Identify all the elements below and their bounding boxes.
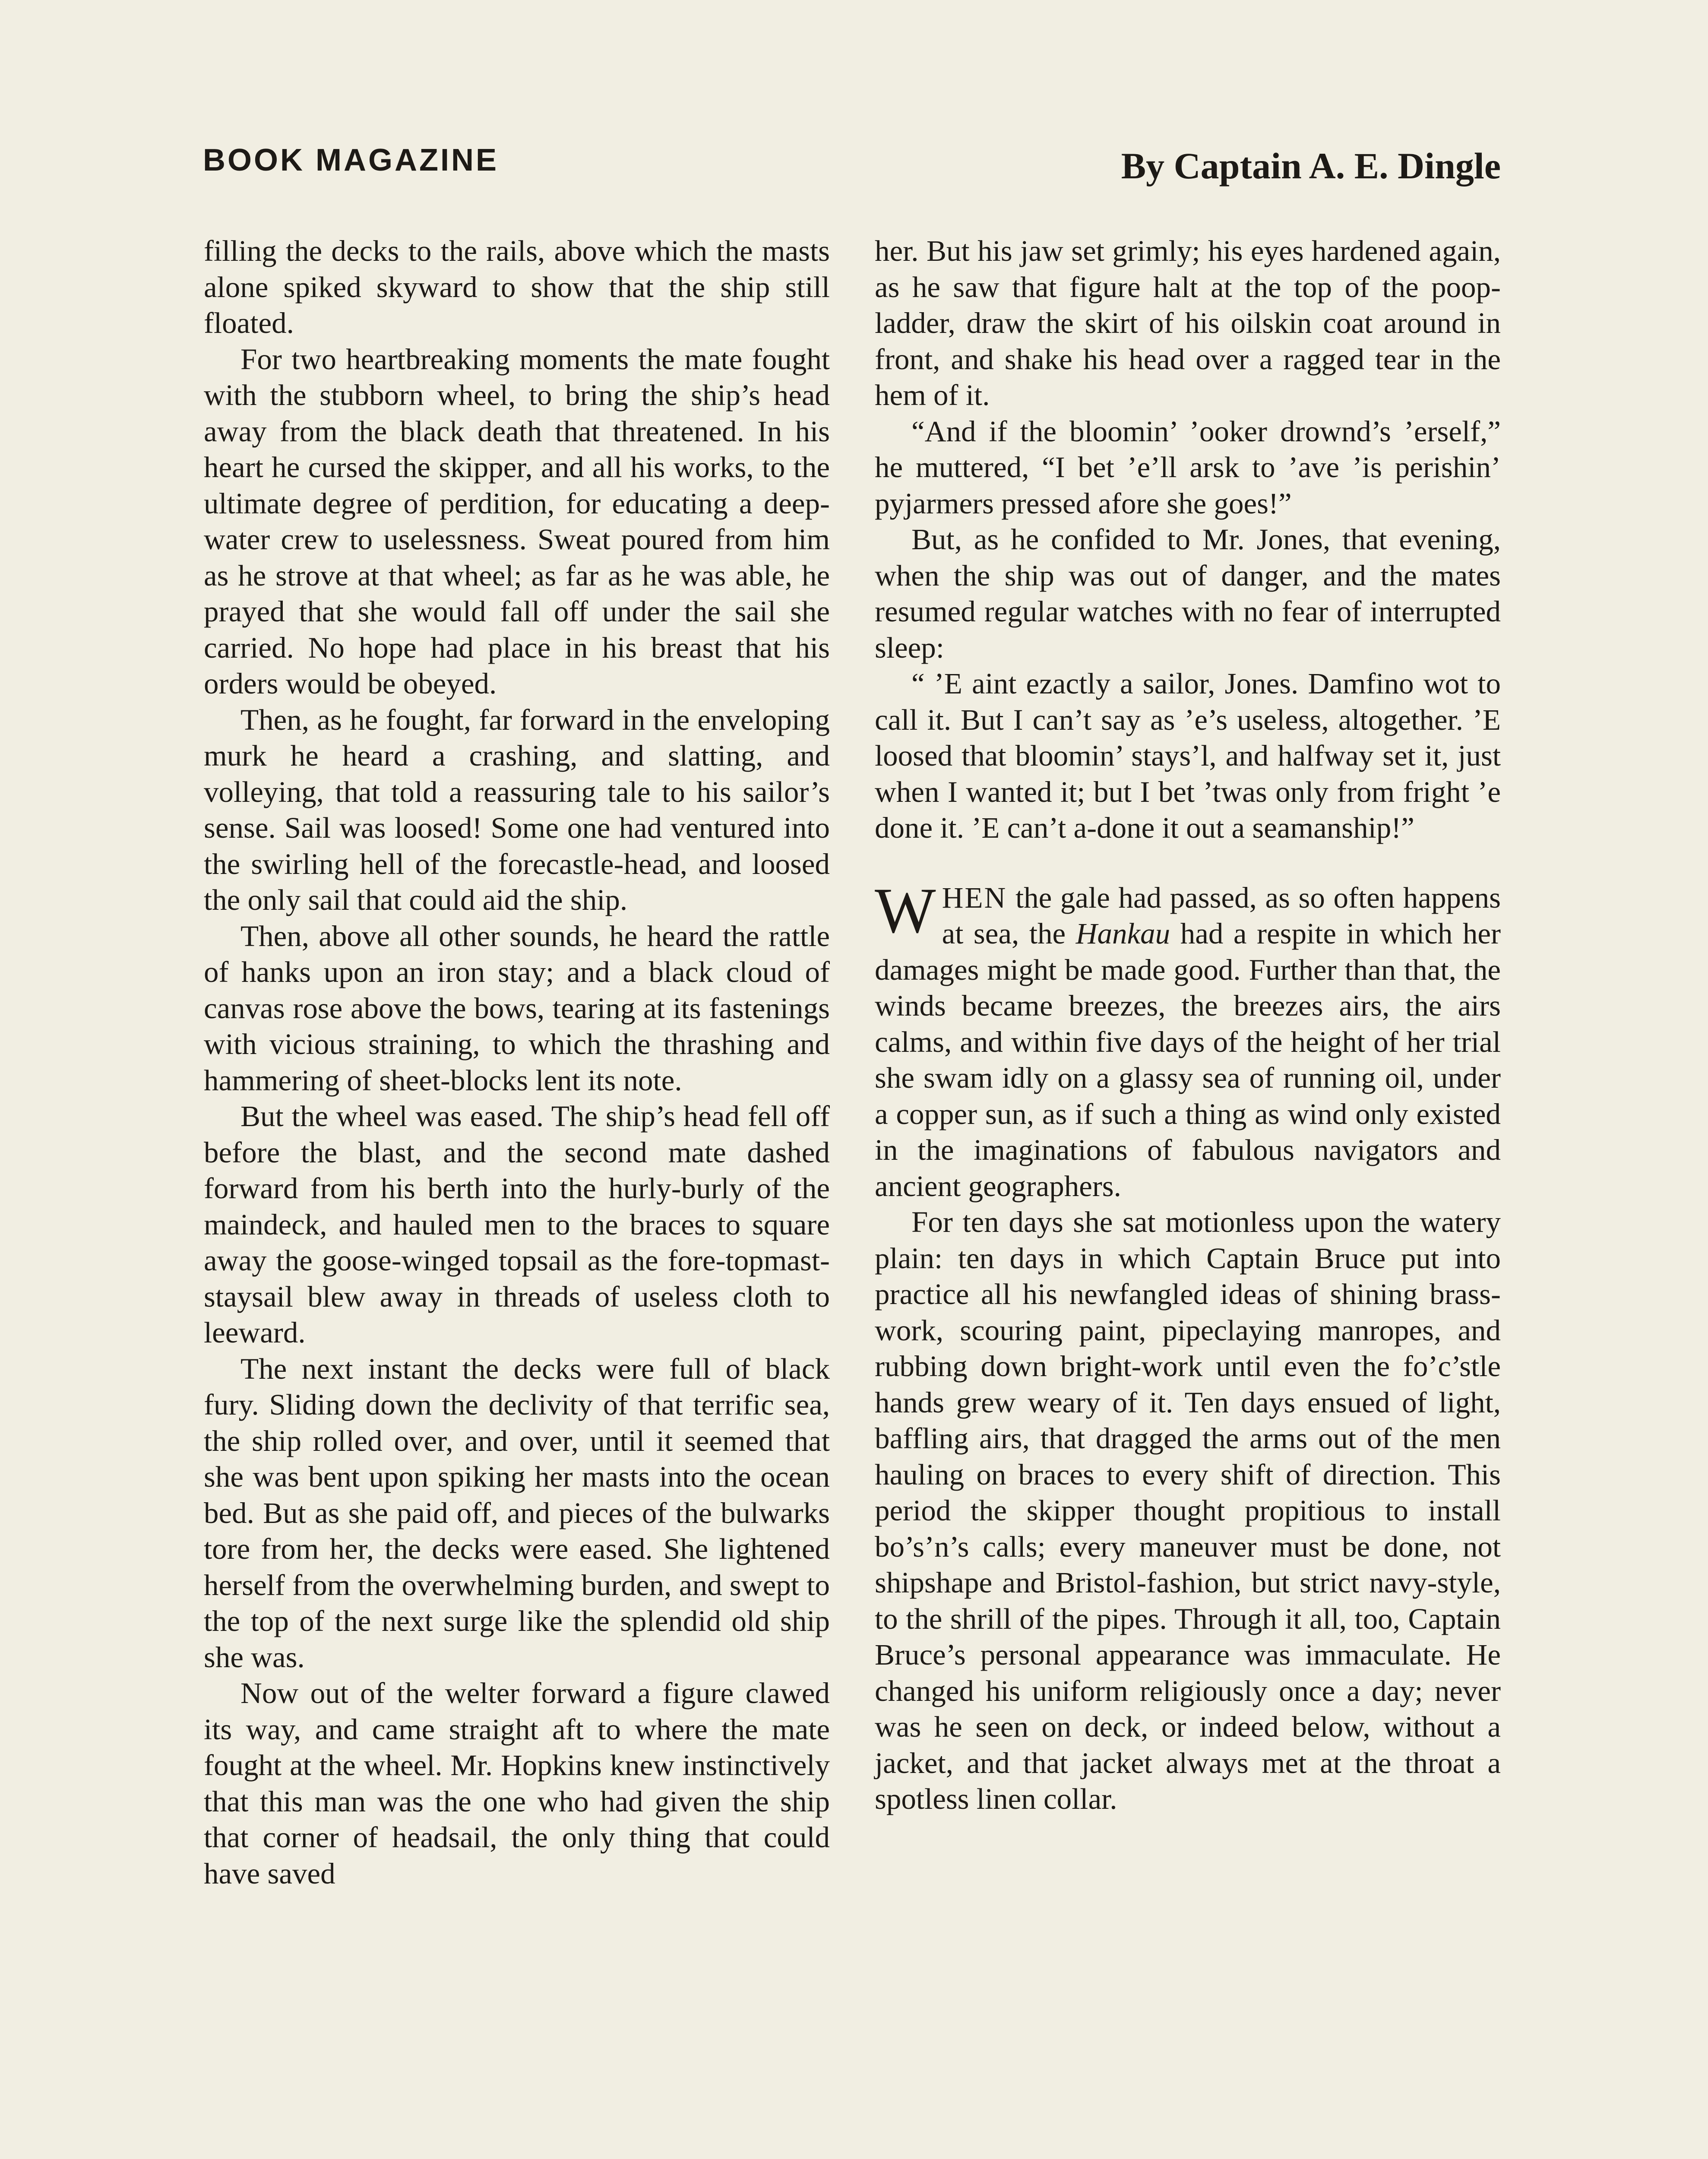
section-opening-paragraph (875, 874, 1501, 1205)
paragraph: The next instant the decks were full of black fury. Sliding down the declivity of that terrific sea, the ship rolled over, and over, until it seemed that she was bent upon spiking her masts into the ocean bed. But as she paid off, and pieces of the bulwarks tore from her, the decks were eased. She lightened herself from the overwhelming burden, and swept to the top of the next surge like the splendid old ship she was. (204, 1352, 830, 1674)
paragraph: Then, above all other sounds, he heard the rattle of hanks upon an iron stay; and a black cloud of canvas rose above the bows, tearing at its fastenings with vicious straining, to which the thrashing and hammering of sheet-blocks lent its note. (204, 919, 830, 1097)
magazine-title: BOOK MAGAZINE (203, 143, 499, 177)
paragraph: But the wheel was eased. The ship’s head fell off before the blast, and the second mate dashed forward from his berth into the hurly-burly of the maindeck, and hauled men to the braces to square away the goose-winged topsail as the fore-topmast-staysail blew away in threads of useless cloth to leeward. (204, 1100, 830, 1349)
opening-text-end: had a respite in which her damages might be made good. Further than that, the winds became breezes, the breezes airs, the airs calms, and within five days of the height of her trial she swam idly on a glassy sea of running oil, under a copper sun, as if such a thing as wind only existed in the imaginations of fabulous navigators and ancient geographers. (875, 917, 1501, 1203)
paragraph: “ ’E aint ezactly a sailor, Jones. Damfino wot to call it. But I can’t say as ’e’s useless, altogether. ’E loosed that bloomin’ stays’l, and halfway set it, just when I wanted it; but I bet ’twas only from fright ’e done it. ’E can’t a-done it out a seamanship!” (875, 667, 1501, 844)
paragraph: her. But his jaw set grimly; his eyes hardened again, as he saw that figure halt at the top of the poop-ladder, draw the skirt of his oilskin coat around in front, and shake his head over a ragged tear in the hem of it. (875, 234, 1501, 412)
paragraph: Now out of the welter forward a figure clawed its way, and came straight aft to where the mate fought at the wheel. Mr. Hopkins knew instinctively that this man was the one who had given the ship that corner of headsail, the only thing that could have saved (204, 1677, 830, 1890)
ship-name: Hankau (1075, 917, 1170, 950)
paragraph: But, as he confided to Mr. Jones, that evening, when the ship was out of danger, and the mates resumed regular watches with no fear of interrupted sleep: (875, 523, 1501, 664)
opening-word-rest: HEN (942, 881, 1007, 914)
paragraph: For two heartbreaking moments the mate fought with the stubborn wheel, to bring the ship’s head away from the black death that threatened. In his heart he cursed the skipper, and all his works, to the ultimate degree of perdition, for educating a deep-water crew to uselessness. Sweat poured from him as he strove at that wheel; as far as he was able, he prayed that she would fall off under the sail she carried. No hope had place in his breast that his orders would be obeyed. (204, 342, 830, 700)
opening-text: the gale had passed, as so often happens at sea, the (942, 881, 1501, 950)
author-byline: By Captain A. E. Dingle (1121, 145, 1501, 187)
right-column (875, 233, 1501, 1817)
paragraph: For ten days she sat motionless upon the watery plain: ten days in which Captain Bruce put into practice all his newfangled ideas of shining brass-work, scouring paint, pipeclaying manropes, and rubbing down bright-work until even the fo’c’stle hands grew weary of it. Ten days ensued of light, baffling airs, that dragged the arms out of the men hauling on braces to every shift of direction. This period the skipper thought propitious to install bo’s’n’s calls; every maneuver must be done, not shipshape and Bristol-fashion, but strict navy-style, to the shrill of the pipes. Through it all, too, Captain Bruce’s personal appearance was immaculate. He changed his uniform religiously once a day; never was he seen on deck, or indeed below, without a jacket, and that jacket always met at the throat a spotless linen collar. (875, 1206, 1501, 1815)
left-column (204, 233, 830, 1892)
drop-cap: W (875, 874, 936, 947)
paragraph: Then, as he fought, far forward in the enveloping murk he heard a crashing, and slatting, and volleying, that told a reassuring tale to his sailor’s sense. Sail was loosed! Some one had ventured into the swirling hell of the forecastle-head, and loosed the only sail that could aid the ship. (204, 703, 830, 916)
paragraph: filling the decks to the rails, above which the masts alone spiked skyward to show that the ship still floated. (204, 234, 830, 339)
paragraph: “And if the bloomin’ ’ooker drownd’s ’erself,” he muttered, “I bet ’e’ll arsk to ’ave ’is perishin’ pyjarmers pressed afore she goes!” (875, 415, 1501, 520)
running-header (203, 142, 1501, 194)
